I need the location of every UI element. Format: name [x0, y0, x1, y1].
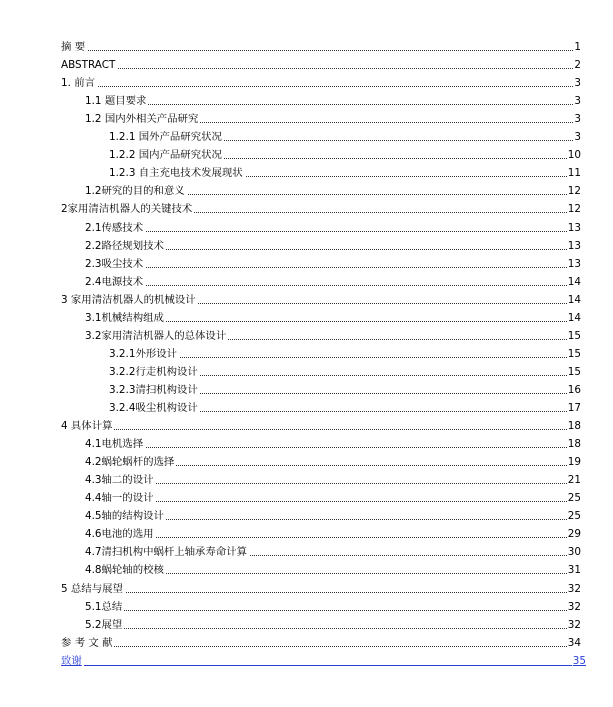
toc-entry-page: 14: [567, 311, 581, 324]
toc-entry-page: 17: [567, 402, 581, 414]
toc-entry: [0, 130, 613, 144]
toc-entry-page: 12: [567, 203, 581, 216]
toc-leader: [85, 483, 579, 484]
toc-entry: [0, 221, 613, 235]
toc-leader: [85, 501, 579, 502]
toc-entry: [0, 311, 613, 325]
toc-entry-title: 2.1传感技术: [85, 221, 144, 234]
toc-entry-title: ABSTRACT: [61, 59, 116, 72]
toc-entry-page: 13: [567, 257, 581, 270]
toc-entry: [0, 473, 613, 487]
toc-leader: [61, 665, 586, 666]
toc-leader: [61, 429, 579, 430]
toc-entry: [0, 94, 613, 108]
toc-entry: [0, 419, 613, 433]
toc-entry-title: 5.2展望: [85, 618, 123, 631]
toc-entry: [0, 148, 613, 162]
toc-entry-title: 3.1机械结构组成: [85, 311, 164, 324]
toc-entry-title: 4.5轴的结构设计: [85, 510, 164, 523]
toc-entry: [0, 563, 613, 577]
toc-entry: [0, 329, 613, 343]
toc-entry-title: 2.2路径规划技术: [85, 239, 164, 252]
toc-leader: [85, 447, 579, 448]
toc-leader: [109, 357, 579, 358]
toc-entry-title: 5 总结与展望: [61, 582, 123, 595]
toc-leader: [61, 646, 579, 647]
toc-leader: [61, 86, 579, 87]
toc-entry-title[interactable]: 致谢: [61, 654, 82, 667]
toc-entry-page: 11: [567, 167, 581, 180]
toc-entry-page: 18: [567, 438, 581, 451]
toc-entry-title: 4 具体计算: [61, 420, 113, 433]
toc-entry-page: 13: [567, 221, 581, 234]
toc-entry-title: 3.2.3清扫机构设计: [109, 383, 198, 396]
toc-entry: [0, 509, 613, 523]
toc-leader: [85, 104, 579, 105]
toc-entry-title: 4.8蜗轮轴的校核: [85, 564, 164, 577]
toc-entry-title: 1. 前言: [61, 77, 95, 90]
toc-entry: [0, 275, 613, 289]
toc-entry-page: 29: [567, 528, 581, 541]
toc-entry-page: 2: [574, 59, 581, 72]
toc-entry-page: 30: [567, 546, 581, 559]
toc-entry-title: 3.2.1外形设计: [109, 347, 178, 360]
toc-entry: [0, 166, 613, 180]
toc-entry: [0, 257, 613, 271]
toc-entry-title: 1.2.1 国外产品研究状况: [109, 131, 222, 144]
toc-entry-title: 2.4电源技术: [85, 275, 144, 288]
toc-entry-title: 4.1电机选择: [85, 438, 144, 451]
toc-entry: [0, 437, 613, 451]
toc-entry: [0, 545, 613, 559]
toc-leader: [61, 68, 579, 69]
toc-entry-page: 15: [567, 329, 581, 342]
toc-entry: [0, 618, 613, 632]
toc-entry-page: 3: [574, 113, 581, 126]
toc-entry-page: 16: [567, 383, 581, 396]
toc-entry-title: 3.2.4吸尘机构设计: [109, 402, 198, 414]
toc-entry-page: 19: [567, 456, 581, 469]
toc-leader: [61, 592, 579, 593]
toc-entry-page: 31: [567, 564, 581, 577]
toc-entry-title: 1.2 国内外相关产品研究: [85, 113, 199, 126]
toc-entry: [0, 112, 613, 126]
toc-entry-page: 12: [567, 185, 581, 198]
toc-entry-title: 1.2.2 国内产品研究状况: [109, 149, 222, 162]
toc-entry-page: 1: [574, 41, 581, 53]
toc-entry-page[interactable]: 35: [572, 654, 586, 667]
toc-entry-title: 3 家用清洁机器人的机械设计: [61, 293, 196, 306]
toc-entry-page: 32: [567, 600, 581, 613]
toc-entry-title: 3.2家用清洁机器人的总体设计: [85, 329, 227, 342]
toc-entry-title: 3.2.2行走机构设计: [109, 365, 198, 378]
toc-entry-page: 15: [567, 365, 581, 378]
toc-entry-title: 1.2研究的目的和意义: [85, 185, 185, 198]
toc-entry-title: 4.6电池的选用: [85, 528, 154, 541]
toc-entry-page: 34: [567, 636, 581, 649]
toc-entry-title: 参 考 文 献: [61, 636, 113, 649]
toc-entry: [0, 491, 613, 505]
toc-entry-page: 32: [567, 618, 581, 631]
toc-entry-title: 摘 要: [61, 41, 86, 53]
toc-entry: [0, 347, 613, 361]
toc-entry: [0, 58, 613, 72]
toc-leader: [85, 628, 579, 629]
toc-entry-page: 3: [574, 95, 581, 108]
toc-entry-title: 4.3轴二的设计: [85, 474, 154, 487]
toc-leader: [61, 50, 579, 51]
toc-entry-title: 4.2蜗轮蜗杆的选择: [85, 456, 175, 469]
toc-entry-page: 25: [567, 492, 581, 505]
toc-entry-title: 4.7清扫机构中蜗杆上轴承寿命计算: [85, 546, 247, 559]
toc-entry-page: 32: [567, 582, 581, 595]
toc-leader: [85, 267, 579, 268]
toc-entry-page: 13: [567, 239, 581, 252]
toc-entry: [0, 293, 613, 307]
toc-entry: [0, 582, 613, 596]
toc-entry-page: 18: [567, 420, 581, 433]
toc-entry: [0, 455, 613, 469]
toc-entry: [0, 527, 613, 541]
toc-entry: [0, 184, 613, 198]
toc-leader: [85, 285, 579, 286]
toc-leader: [85, 231, 579, 232]
toc-entry: [0, 202, 613, 216]
toc-entry-title: 1.2.3 自主充电技术发展现状: [109, 167, 243, 180]
toc-entry: [0, 365, 613, 379]
toc-leader: [85, 610, 579, 611]
toc-leader: [85, 537, 579, 538]
toc-entry-page: 3: [574, 131, 581, 144]
toc-entry: [0, 239, 613, 253]
toc-entry: [0, 636, 613, 650]
toc-entry-page: 3: [574, 77, 581, 90]
toc-entry: [0, 600, 613, 614]
toc-entry-title: 5.1总结: [85, 600, 123, 613]
toc-entry-title: 2家用清洁机器人的关键技术: [61, 203, 193, 216]
toc-entry-page: 25: [567, 510, 581, 523]
toc-entry-page: 14: [567, 293, 581, 306]
toc-entry-page: 10: [567, 149, 581, 162]
toc-entry-page: 21: [567, 474, 581, 487]
toc-entry: [0, 383, 613, 397]
toc-entry-title: 2.3吸尘技术: [85, 257, 144, 270]
toc-entry: [0, 40, 613, 54]
toc-entry: [0, 76, 613, 90]
toc-entry: [0, 401, 613, 415]
toc-entry-page: 14: [567, 275, 581, 288]
toc-entry-page: 15: [567, 347, 581, 360]
toc-entry-title: 1.1 题目要求: [85, 95, 147, 108]
toc-entry-link[interactable]: [0, 654, 613, 668]
toc-entry-title: 4.4轴一的设计: [85, 492, 154, 505]
